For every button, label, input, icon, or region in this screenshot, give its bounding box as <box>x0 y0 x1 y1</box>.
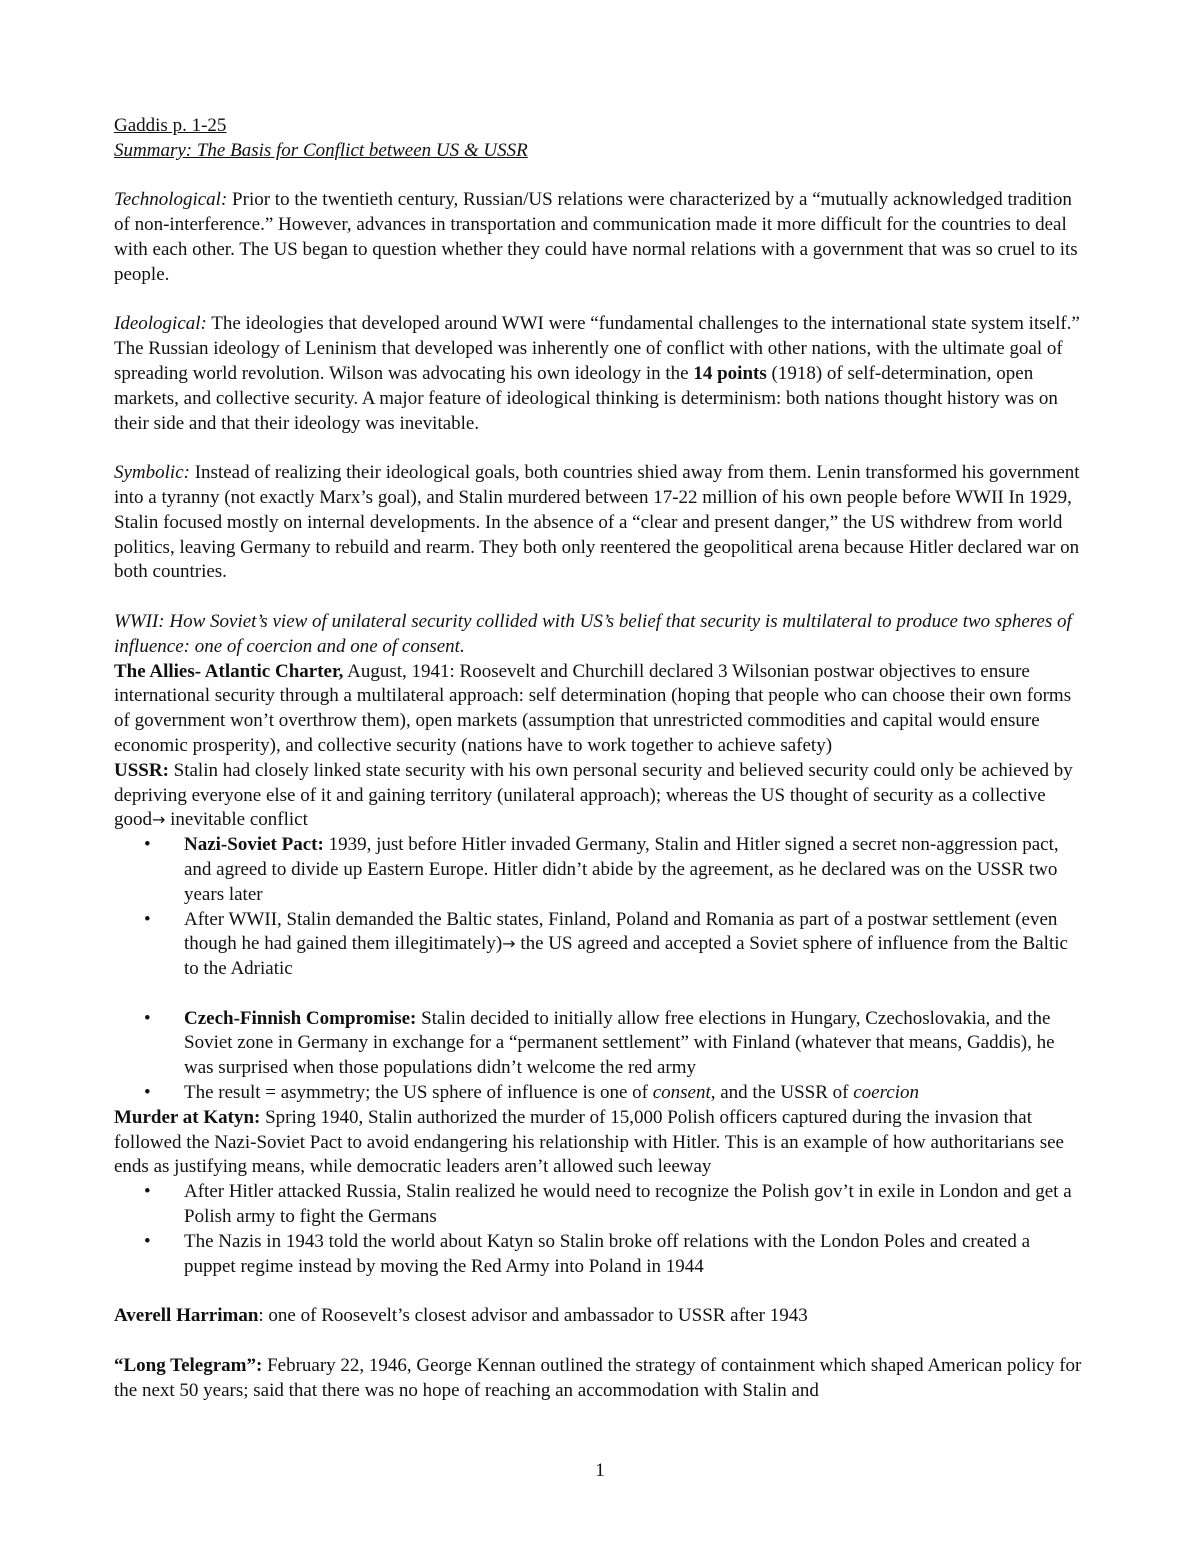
arrow-icon: → <box>502 934 516 954</box>
list-item <box>114 833 1086 907</box>
source-reference: Gaddis p. 1-25 <box>114 115 227 136</box>
postwar-demands-text: After WWII, Stalin demanded the Baltic states, Finland, Poland and Romania as part of a postwar settlement (even though he had gained them illegitimately) <box>184 908 1058 955</box>
long-telegram-label: “Long Telegram”: <box>114 1354 263 1376</box>
allies-label: The Allies- Atlantic Charter, <box>114 660 344 682</box>
list-item <box>114 1007 1086 1081</box>
technological-paragraph <box>114 188 1086 287</box>
consent-word: consent <box>652 1082 711 1104</box>
nazi-soviet-pact-label: Nazi-Soviet Pact: <box>184 834 324 856</box>
technological-text: Prior to the twentieth century, Russian/US relations were characterized by a “mutually acknowledged tradition of non-interference.” However, advances in transportation and communication made it more difficult for the countries to deal with each other. The US began to question whether they could have normal relations with a government that was so cruel to its people. <box>114 189 1078 285</box>
ussr-paragraph <box>114 759 1086 833</box>
coercion-word: coercion <box>853 1082 920 1104</box>
arrow-icon: → <box>152 810 166 830</box>
bullet-icon: • <box>144 1082 151 1104</box>
harriman-paragraph <box>114 1304 1086 1329</box>
czech-finnish-text: Stalin decided to initially allow free elections in Hungary, Czechoslovakia, and the Soviet zone in Germany in exchange for a “permanent settlement” with Finland (whatever that means, Gaddis), he was surprised when those populations didn’t welcome the red army <box>184 1007 1055 1079</box>
ideological-label: Ideological: <box>114 313 207 335</box>
bullet-icon: • <box>144 1230 151 1252</box>
katyn-paragraph <box>114 1106 1086 1180</box>
bullet-list-soviet-pact <box>114 833 1086 982</box>
list-item <box>114 1230 1086 1280</box>
symbolic-text: Instead of realizing their ideological goals, both countries shied away from them. Lenin transformed his government into a tyranny (not exactly Marx’s goal), and Stalin murdered between 17-22 million of his own people before WWII In 1929, Stalin focused mostly on internal developments. In the absence of a “clear and present danger,” the US withdrew from world politics, leaving Germany to rebuild and rearm. They both only reentered the geopolitical arena because Hitler declared war on both countries. <box>114 462 1080 583</box>
nazis-katyn-text: The Nazis in 1943 told the world about Katyn so Stalin broke off relations with the London Poles and created a puppet regime instead by moving the Red Army into Poland in 1944 <box>184 1230 1031 1277</box>
katyn-label: Murder at Katyn: <box>114 1106 261 1128</box>
nazi-soviet-pact-text: 1939, just before Hitler invaded Germany, Stalin and Hitler signed a secret non-aggression pact, and agreed to divide up Eastern Europe. Hitler didn’t abide by the agreement, as he declared was on the USSR two years later <box>184 834 1059 905</box>
fourteen-points: 14 points <box>693 362 767 384</box>
allies-text: August, 1941: Roosevelt and Churchill declared 3 Wilsonian postwar objectives to ensure international security through a multilateral approach: self determination (hoping that people who can choose their own forms of government won’t overthrow them), open markets (assumption that unrestricted commodities and capital would ensure economic prosperity), and collective security (nations have to work together to achieve safety) <box>114 660 1072 756</box>
bullet-list-compromise <box>114 1007 1086 1106</box>
symbolic-paragraph <box>114 461 1086 585</box>
harriman-text: : one of Roosevelt’s closest advisor and ambassador to USSR after 1943 <box>258 1305 808 1327</box>
symbolic-label: Symbolic: <box>114 462 190 484</box>
spacer <box>114 288 1086 313</box>
bullet-icon: • <box>144 1007 151 1029</box>
asymmetry-mid: , and the USSR of <box>710 1082 854 1104</box>
postwar-demands-after: the US agreed and accepted a Soviet sphere of influence from the Baltic to the Adriatic <box>184 933 1068 980</box>
harriman-label: Averell Harriman <box>114 1305 259 1327</box>
long-telegram-text: February 22, 1946, George Kennan outlined the strategy of containment which shaped American policy for the next 50 years; said that there was no hope of reaching an accommodation with Stalin and <box>114 1354 1082 1401</box>
bullet-list-katyn <box>114 1180 1086 1279</box>
spacer <box>114 436 1086 461</box>
ideological-paragraph <box>114 312 1086 436</box>
list-item <box>114 908 1086 982</box>
spacer <box>114 585 1086 610</box>
spacer <box>114 1329 1086 1354</box>
list-item <box>114 1180 1086 1230</box>
ideological-text-cont: (1918) of self-determination, open markets, and collective security. A major feature of ideological thinking is determinism: both nations thought history was on their side and that their ideology was inevitable. <box>114 362 1058 434</box>
bullet-icon: • <box>144 1181 151 1203</box>
ussr-text-after: inevitable conflict <box>165 809 308 831</box>
bullet-icon: • <box>144 908 151 930</box>
spacer <box>114 1279 1086 1304</box>
polish-gov-text: After Hitler attacked Russia, Stalin realized he would need to recognize the Polish gov’t in exile in London and get a Polish army to fight the Germans <box>184 1181 1072 1228</box>
page-number: 1 <box>595 1460 605 1481</box>
czech-finnish-label: Czech-Finnish Compromise: <box>184 1007 417 1029</box>
document-body <box>114 114 1086 1403</box>
ussr-text: Stalin had closely linked state security with his own personal security and believed security could only be achieved by depriving everyone else of it and gaining territory (unilateral approach); whereas the US thought of security as a collective good <box>114 759 1073 831</box>
spacer <box>114 164 1086 189</box>
allies-paragraph <box>114 660 1086 759</box>
bullet-icon: • <box>144 834 151 856</box>
ussr-label: USSR: <box>114 759 169 781</box>
asymmetry-text: The result = asymmetry; the US sphere of influence is one of <box>184 1082 653 1104</box>
spacer <box>114 982 1086 1007</box>
list-item <box>114 1081 1086 1106</box>
katyn-text: Spring 1940, Stalin authorized the murder of 15,000 Polish officers captured during the invasion that followed the Nazi-Soviet Pact to avoid endangering his relationship with Hitler. This is an example of how authoritarians see ends as justifying means, while democratic leaders aren’t allowed such leeway <box>114 1106 1064 1178</box>
technological-label: Technological: <box>114 189 228 211</box>
summary-title: Summary: The Basis for Conflict between US & USSR <box>114 139 528 161</box>
wwii-heading: WWII: How Soviet’s view of unilateral security collided with US’s belief that security is multilateral to produce two spheres of influence: one of coercion and one of consent. <box>114 610 1072 657</box>
long-telegram-paragraph <box>114 1354 1086 1404</box>
ideological-text: The ideologies that developed around WWI were “fundamental challenges to the international state system itself.” The Russian ideology of Leninism that developed was inherently one of conflict with other nations, with the ultimate goal of spreading world revolution. Wilson was advocating his own ideology in the <box>114 313 1080 384</box>
